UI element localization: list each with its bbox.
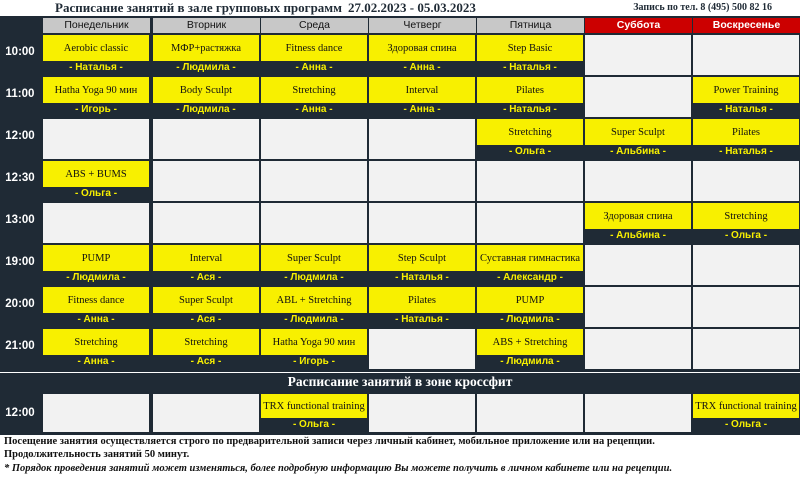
- date-range: 27.02.2023 - 05.03.2023: [348, 0, 476, 15]
- class-cell: [42, 328, 150, 370]
- trainer-name: - Людмила -: [261, 271, 367, 285]
- class-cell: [692, 118, 800, 160]
- class-cell: [368, 76, 476, 118]
- class-name: Pilates: [477, 77, 583, 103]
- crossfit-time-label: 12:00: [5, 407, 35, 419]
- class-name: Stretching: [43, 329, 149, 355]
- class-cell: [152, 328, 260, 370]
- group-schedule-grid: [0, 16, 800, 372]
- trainer-name: - Наталья -: [477, 61, 583, 75]
- trainer-name: - Людмила -: [477, 313, 583, 327]
- class-cell: [42, 76, 150, 118]
- class-cell: [260, 328, 368, 370]
- class-name: ABL + Stretching: [261, 287, 367, 313]
- class-cell: [42, 160, 150, 202]
- trainer-name: - Ася -: [153, 271, 259, 285]
- time-label-1200: 12:00: [5, 130, 35, 142]
- trainer-name: - Людмила -: [153, 61, 259, 75]
- empty-cell: [692, 160, 800, 202]
- class-name: PUMP: [43, 245, 149, 271]
- empty-cell: [692, 286, 800, 328]
- empty-cell: [476, 160, 584, 202]
- trainer-name: - Наталья -: [477, 103, 583, 117]
- trainer-name: - Наталья -: [369, 271, 475, 285]
- empty-cell: [152, 118, 260, 160]
- class-name: Super Sculpt: [261, 245, 367, 271]
- trainer-name: - Ольга -: [693, 229, 799, 243]
- empty-cell: [260, 202, 368, 244]
- class-cell: [260, 76, 368, 118]
- class-name: Aerobic classic: [43, 35, 149, 61]
- empty-cell: [152, 202, 260, 244]
- trainer-name: - Наталья -: [693, 145, 799, 159]
- class-name: Pilates: [693, 119, 799, 145]
- day-header-1: Понедельник: [42, 18, 150, 33]
- trainer-name: - Игорь -: [261, 355, 367, 369]
- class-cell: [584, 118, 692, 160]
- class-name: Hatha Yoga 90 мин: [43, 77, 149, 103]
- class-name: Hatha Yoga 90 мин: [261, 329, 367, 355]
- time-label-2100: 21:00: [5, 340, 35, 352]
- trainer-name: - Ася -: [153, 355, 259, 369]
- trainer-name: - Альбина -: [585, 145, 691, 159]
- time-label-1000: 10:00: [5, 46, 35, 58]
- class-cell: [42, 286, 150, 328]
- class-name: Stretching: [693, 203, 799, 229]
- class-name: ABS + BUMS: [43, 161, 149, 187]
- class-name: Fitness dance: [43, 287, 149, 313]
- class-cell: [42, 244, 150, 286]
- class-cell: [152, 76, 260, 118]
- trainer-name: - Людмила -: [43, 271, 149, 285]
- class-cell: [476, 286, 584, 328]
- trainer-name: - Людмила -: [261, 313, 367, 327]
- booking-phone: Запись по тел. 8 (495) 500 82 16: [633, 2, 772, 13]
- empty-cell: [584, 328, 692, 370]
- empty-cell: [368, 393, 476, 433]
- day-header-5: Пятница: [476, 18, 584, 33]
- class-name: TRX functional training: [693, 394, 799, 418]
- empty-cell: [692, 328, 800, 370]
- empty-cell: [260, 118, 368, 160]
- trainer-name: - Наталья -: [43, 61, 149, 75]
- class-cell: [476, 328, 584, 370]
- class-name: Суставная гимнастика: [477, 245, 583, 271]
- empty-cell: [42, 118, 150, 160]
- class-cell: [476, 244, 584, 286]
- class-cell: [152, 244, 260, 286]
- class-name: Pilates: [369, 287, 475, 313]
- class-name: Здоровая спина: [369, 35, 475, 61]
- empty-cell: [476, 393, 584, 433]
- class-cell: [476, 76, 584, 118]
- page-title: [55, 0, 476, 16]
- time-label-1100: 11:00: [5, 88, 35, 100]
- class-name: Power Training: [693, 77, 799, 103]
- empty-cell: [584, 34, 692, 76]
- trainer-name: - Ольга -: [693, 418, 799, 432]
- class-name: TRX functional training: [261, 394, 367, 418]
- empty-cell: [584, 76, 692, 118]
- class-cell: [692, 202, 800, 244]
- class-name: Stretching: [261, 77, 367, 103]
- empty-cell: [368, 118, 476, 160]
- trainer-name: - Ольга -: [261, 418, 367, 432]
- trainer-name: - Людмила -: [153, 103, 259, 117]
- trainer-name: - Анна -: [261, 61, 367, 75]
- trainer-name: - Людмила -: [477, 355, 583, 369]
- empty-cell: [152, 393, 260, 433]
- crossfit-class-cell: [692, 393, 800, 433]
- day-header-7: Воскресенье: [692, 18, 800, 33]
- class-name: Stretching: [153, 329, 259, 355]
- class-cell: [476, 34, 584, 76]
- class-name: Super Sculpt: [585, 119, 691, 145]
- time-label-1300: 13:00: [5, 214, 35, 226]
- class-name: Step Basic: [477, 35, 583, 61]
- class-name: Body Sculpt: [153, 77, 259, 103]
- class-name: Здоровая спина: [585, 203, 691, 229]
- crossfit-schedule-row: [0, 391, 800, 435]
- class-cell: [584, 202, 692, 244]
- day-header-4: Четверг: [368, 18, 476, 33]
- empty-cell: [476, 202, 584, 244]
- empty-cell: [42, 202, 150, 244]
- class-cell: [368, 244, 476, 286]
- empty-cell: [584, 244, 692, 286]
- empty-cell: [692, 244, 800, 286]
- class-cell: [260, 34, 368, 76]
- trainer-name: - Наталья -: [693, 103, 799, 117]
- time-label-1230: 12:30: [5, 172, 35, 184]
- class-name: Interval: [153, 245, 259, 271]
- trainer-name: - Анна -: [369, 61, 475, 75]
- day-header-3: Среда: [260, 18, 368, 33]
- trainer-name: - Ольга -: [477, 145, 583, 159]
- class-cell: [152, 34, 260, 76]
- time-label-1900: 19:00: [5, 256, 35, 268]
- class-cell: [152, 286, 260, 328]
- class-cell: [42, 34, 150, 76]
- empty-cell: [368, 328, 476, 370]
- class-name: МФР+растяжка: [153, 35, 259, 61]
- empty-cell: [584, 160, 692, 202]
- crossfit-class-cell: [260, 393, 368, 433]
- empty-cell: [152, 160, 260, 202]
- trainer-name: - Александр -: [477, 271, 583, 285]
- title-text: Расписание занятий в зале групповых программ: [55, 0, 343, 15]
- empty-cell: [584, 393, 692, 433]
- class-name: Step Sculpt: [369, 245, 475, 271]
- empty-cell: [692, 34, 800, 76]
- class-cell: [260, 286, 368, 328]
- day-header-6: Суббота: [584, 18, 692, 33]
- day-header-2: Вторник: [152, 18, 260, 33]
- trainer-name: - Анна -: [369, 103, 475, 117]
- class-cell: [368, 286, 476, 328]
- empty-cell: [368, 160, 476, 202]
- trainer-name: - Ася -: [153, 313, 259, 327]
- class-cell: [476, 118, 584, 160]
- empty-cell: [584, 286, 692, 328]
- time-label-2000: 20:00: [5, 298, 35, 310]
- empty-cell: [260, 160, 368, 202]
- class-name: Stretching: [477, 119, 583, 145]
- trainer-name: - Анна -: [43, 313, 149, 327]
- class-name: PUMP: [477, 287, 583, 313]
- note-booking: Посещение занятия осуществляется строго по предварительной записи через личный кабинет, мобильное приложение или на рецепции.: [4, 436, 655, 447]
- trainer-name: - Альбина -: [585, 229, 691, 243]
- schedule-header: [0, 0, 800, 16]
- class-cell: [260, 244, 368, 286]
- trainer-name: - Анна -: [261, 103, 367, 117]
- class-name: Fitness dance: [261, 35, 367, 61]
- trainer-name: - Ольга -: [43, 187, 149, 201]
- trainer-name: - Наталья -: [369, 313, 475, 327]
- trainer-name: - Анна -: [43, 355, 149, 369]
- empty-cell: [42, 393, 150, 433]
- crossfit-section-title: Расписание занятий в зоне кроссфит: [0, 373, 800, 391]
- empty-cell: [368, 202, 476, 244]
- class-name: Interval: [369, 77, 475, 103]
- note-duration: Продолжительность занятий 50 минут.: [4, 449, 190, 460]
- class-name: Super Sculpt: [153, 287, 259, 313]
- class-cell: [368, 34, 476, 76]
- class-name: ABS + Stretching: [477, 329, 583, 355]
- class-cell: [692, 76, 800, 118]
- note-changes: * Порядок проведения занятий может изменяться, более подробную информацию Вы можете получить в личном кабинете или на рецепции.: [4, 463, 673, 474]
- trainer-name: - Игорь -: [43, 103, 149, 117]
